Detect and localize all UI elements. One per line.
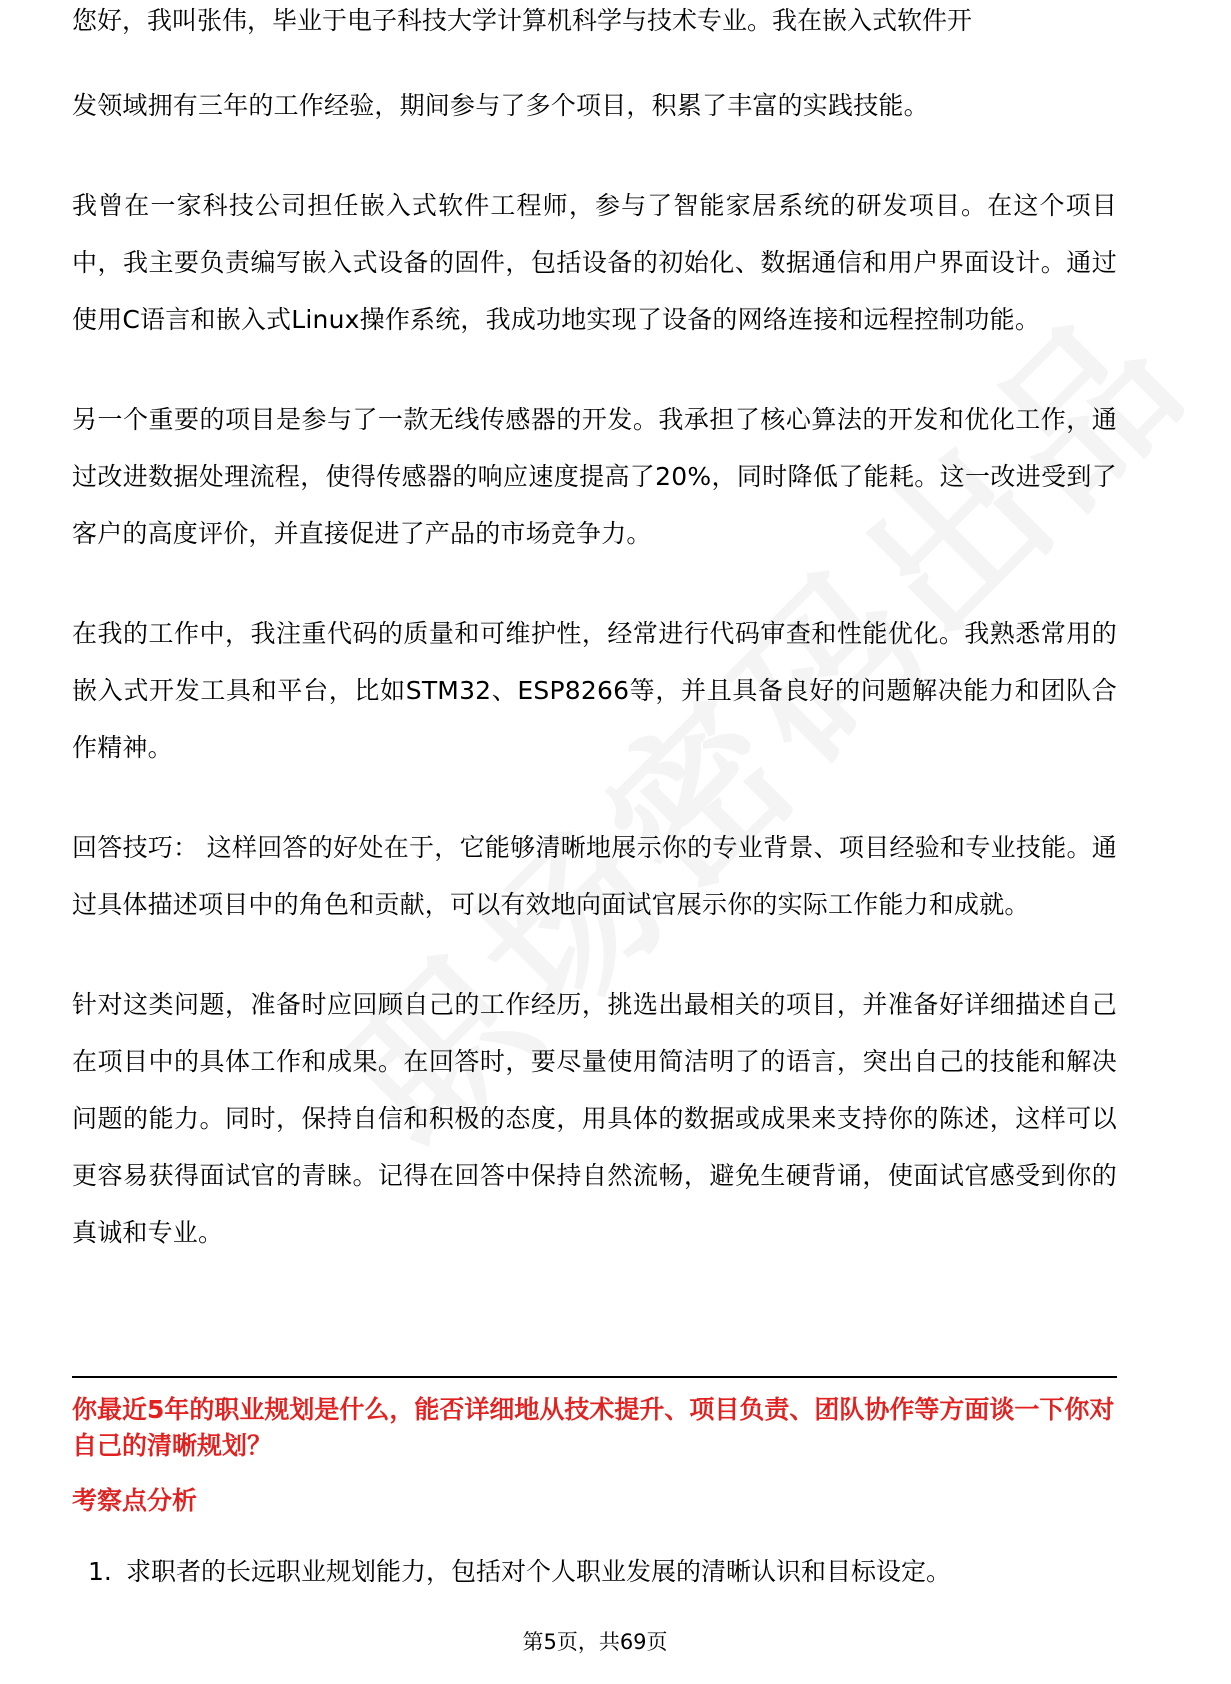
list-item-number: 1.	[88, 1557, 112, 1586]
cut-off-top-line	[72, 6, 1117, 50]
analysis-list	[88, 1554, 1118, 1590]
paragraph-preparation-advice: 针对这类问题，准备时应回顾自己的工作经历，挑选出最相关的项目，并准备好详细描述自己在项目中的具体工作和成果。在回答时，要尽量使用简洁明了的语言，突出自己的技能和解决问题的能力。同时，保持自信和积极的态度，用具体的数据或成果来支持你的陈述，这样可以更容易获得面试官的青睐。记得在回答中保持自然流畅，避免生硬背诵，使面试官感受到你的真诚和专业。	[72, 990, 1117, 1247]
paragraph-code-quality: 在我的工作中，我注重代码的质量和可维护性，经常进行代码审查和性能优化。我熟悉常用的嵌入式开发工具和平台，比如STM32、ESP8266等，并且具备良好的问题解决能力和团队合作精神。	[72, 619, 1117, 762]
cut-off-top-line-text: 您好，我叫张伟，毕业于电子科技大学计算机科学与技术专业。我在嵌入式软件开	[72, 6, 973, 35]
list-item	[88, 1554, 1118, 1590]
section-divider	[72, 1376, 1117, 1378]
list-item-text: 求职者的长远职业规划能力，包括对个人职业发展的清晰认识和目标设定。	[126, 1557, 952, 1586]
page-number: 第5页，共69页	[522, 1630, 668, 1654]
analysis-heading: 考察点分析	[72, 1486, 198, 1515]
answer-body	[72, 77, 1117, 1304]
paragraph-smart-home-project: 我曾在一家科技公司担任嵌入式软件工程师，参与了智能家居系统的研发项目。在这个项目中，我主要负责编写嵌入式设备的固件，包括设备的初始化、数据通信和用户界面设计。通过使用C语言和嵌入式Linux操作系统，我成功地实现了设备的网络连接和远程控制功能。	[72, 191, 1117, 334]
interview-question: 你最近5年的职业规划是什么，能否详细地从技术提升、项目负责、团队协作等方面谈一下你对自己的清晰规划？	[72, 1395, 1115, 1460]
paragraph-sensor-project: 另一个重要的项目是参与了一款无线传感器的开发。我承担了核心算法的开发和优化工作，通过改进数据处理流程，使得传感器的响应速度提高了20%，同时降低了能耗。这一改进受到了客户的高度评价，并直接促进了产品的市场竞争力。	[72, 405, 1117, 548]
paragraph-intro-continued: 发领域拥有三年的工作经验，期间参与了多个项目，积累了丰富的实践技能。	[72, 91, 929, 120]
paragraph-answer-tips: 回答技巧： 这样回答的好处在于，它能够清晰地展示你的专业背景、项目经验和专业技能。通过具体描述项目中的角色和贡献，可以有效地向面试官展示你的实际工作能力和成就。	[72, 833, 1117, 919]
